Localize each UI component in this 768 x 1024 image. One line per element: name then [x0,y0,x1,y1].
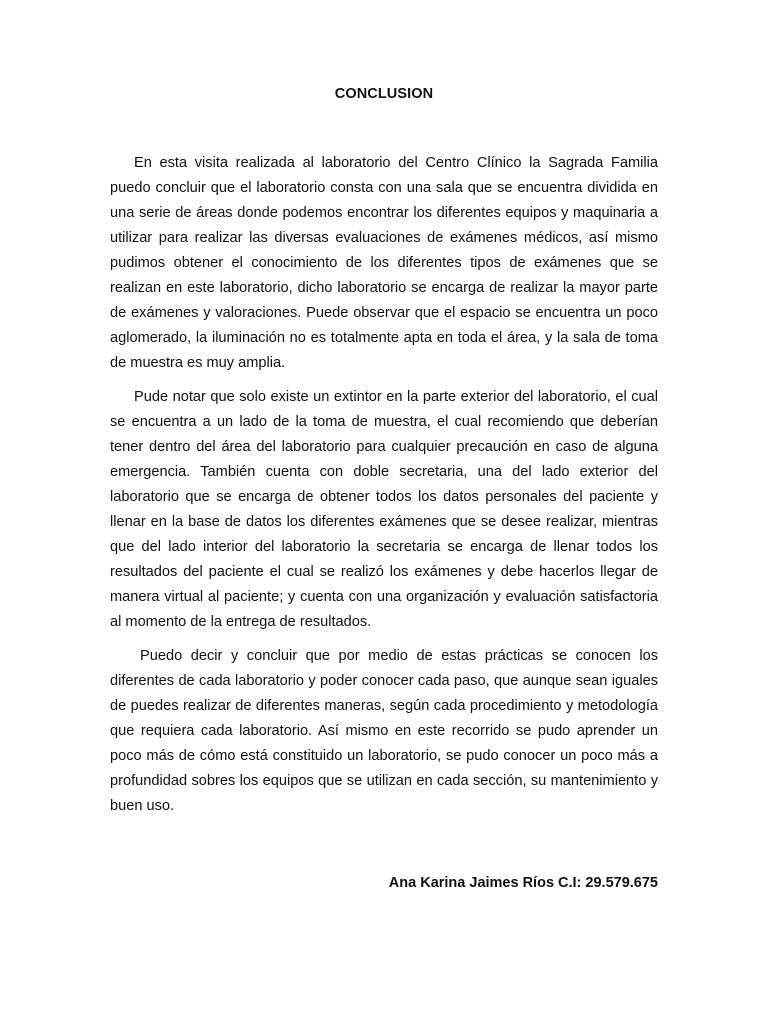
author-signature: Ana Karina Jaimes Ríos C.I: 29.579.675 [388,875,658,891]
paragraph-3: Puedo decir y concluir que por medio de estas prácticas se conocen los diferentes de cada laboratorio y poder conocer cada paso, que aunque sean iguales de puedes realizar de diferentes maneras, según cada procedimiento y metodología que requiera cada laboratorio. Así mismo en este recorrido se pudo aprender un poco más de cómo está constituido un laboratorio, se pudo conocer un poco más a profundidad sobres los equipos que se utilizan en cada sección, su mantenimiento y buen uso. [110,648,658,814]
document-body [110,151,658,828]
paragraph-2: Pude notar que solo existe un extintor en la parte exterior del laboratorio, el cual se encuentra a un lado de la toma de muestra, el cual recomiendo que deberían tener dentro del área del laboratorio para cualquier precaución en caso de alguna emergencia. También cuenta con doble secretaria, una del lado exterior del laboratorio que se encarga de obtener todos los datos personales del paciente y llenar en la base de datos los diferentes exámenes que se desee realizar, mientras que del lado interior del laboratorio la secretaria se encarga de llenar todos los resultados del paciente el cual se realizó los exámenes y debe hacerlos llegar de manera virtual al paciente; y cuenta con una organización y evaluación satisfactoria al momento de la entrega de resultados. [110,389,658,630]
paragraph-1: En esta visita realizada al laboratorio del Centro Clínico la Sagrada Familia puedo concluir que el laboratorio consta con una sala que se encuentra dividida en una serie de áreas donde podemos encontrar los diferentes equipos y maquinaria a utilizar para realizar las diversas evaluaciones de exámenes médicos, así mismo pudimos obtener el conocimiento de los diferentes tipos de exámenes que se realizan en este laboratorio, dicho laboratorio se encarga de realizar la mayor parte de exámenes y valoraciones. Puede observar que el espacio se encuentra un poco aglomerado, la iluminación no es totalmente apta en toda el área, y la sala de toma de muestra es muy amplia. [110,155,658,371]
document-title: CONCLUSION [334,86,434,102]
